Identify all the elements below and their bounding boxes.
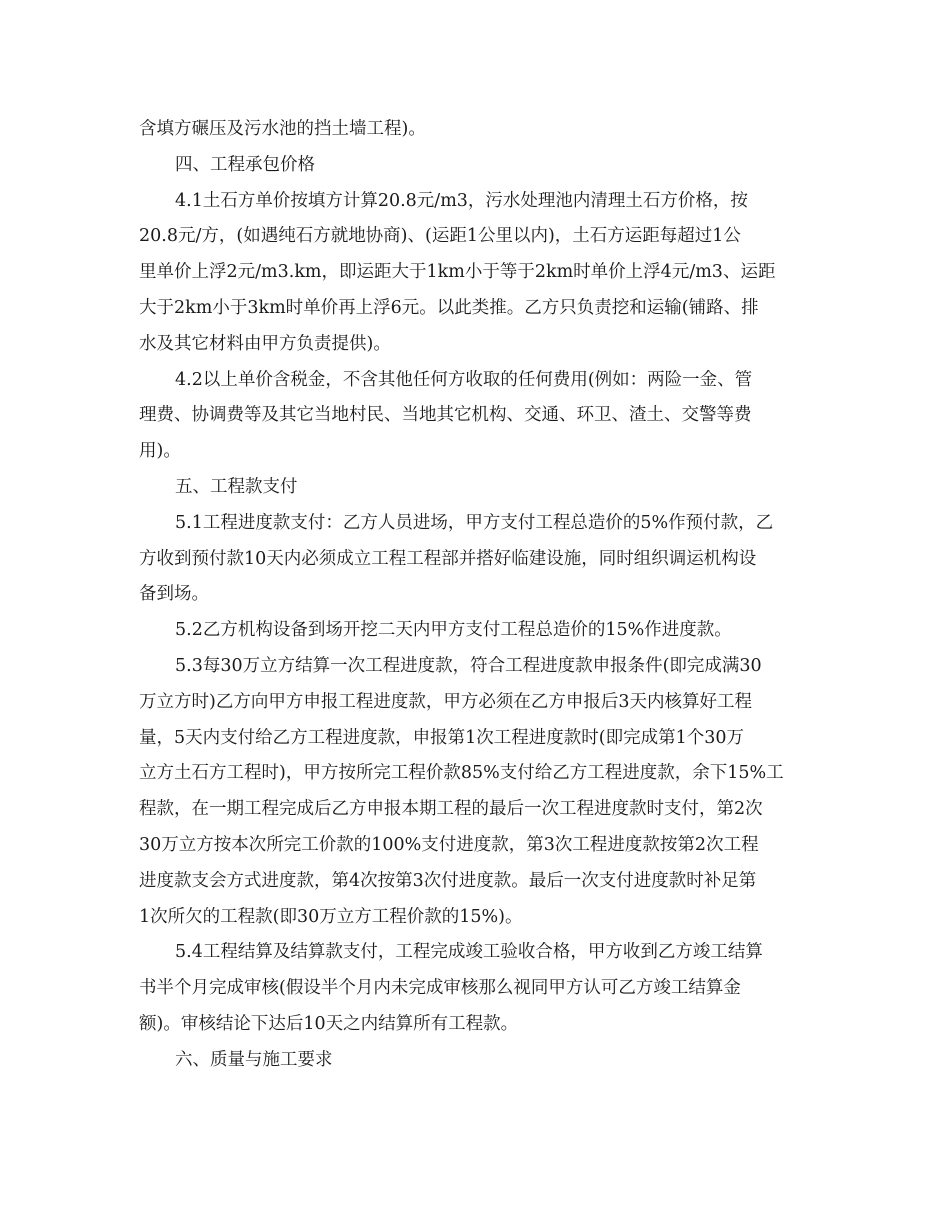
text-line: 5.3每30万立方结算一次工程进度款，符合工程进度款申报条件(即完成满30 — [175, 655, 762, 676]
text-line: 大于2km小于3km时单价再上浮6元。以此类推。乙方只负责挖和运输(铺路、排 — [139, 297, 759, 318]
text-line: 20.8元/方，(如遇纯石方就地协商)、(运距1公里以内)，土石方运距每超过1公 — [139, 226, 741, 247]
text-line: 30万立方按本次所完工价款的100%支付进度款，第3次工程进度款按第2次工程 — [139, 834, 759, 855]
text-line: 里单价上浮2元/m3.km，即运距大于1km小于等于2km时单价上浮4元/m3、运距 — [139, 262, 776, 283]
text-line: 进度款支会方式进度款，第4次按第3次付进度款。最后一次支付进度款时补足第 — [139, 870, 757, 891]
section-heading: 四、工程承包价格 — [175, 154, 315, 175]
text-line: 额)。审核结论下达后10天之内结算所有工程款。 — [139, 1013, 519, 1034]
text-line: 1次所欠的工程款(即30万立方工程价款的15%)。 — [139, 906, 523, 927]
text-line: 5.2乙方机构设备到场开挖二天内甲方支付工程总造价的15%作进度款。 — [175, 620, 732, 641]
text-line: 用)。 — [139, 441, 181, 462]
document-page — [139, 112, 814, 1079]
text-line: 水及其它材料由甲方负责提供)。 — [139, 333, 391, 354]
text-line: 5.1工程进度款支付：乙方人员进场，甲方支付工程总造价的5%作预付款，乙 — [175, 512, 774, 533]
text-line: 理费、协调费等及其它当地村民、当地其它机构、交通、环卫、渣土、交警等费 — [139, 405, 752, 426]
text-line: 量，5天内支付给乙方工程进度款，申报第1次工程进度款时(即完成第1个30万 — [139, 727, 744, 748]
text-line: 程款，在一期工程完成后乙方申报本期工程的最后一次工程进度款时支付，第2次 — [139, 799, 763, 820]
text-line: 方收到预付款10天内必须成立工程工程部并搭好临建设施，同时组织调运机构设 — [139, 548, 757, 569]
text-line: 4.1土石方单价按填方计算20.8元/m3，污水处理池内清理土石方价格，按 — [175, 190, 748, 211]
section-heading: 六、质量与施工要求 — [175, 1049, 333, 1070]
text-line: 备到场。 — [139, 584, 209, 605]
text-line: 含填方碾压及污水池的挡土墙工程)。 — [139, 119, 426, 139]
text-line: 4.2以上单价含税金，不含其他任何方收取的任何费用(例如：两险一金、管 — [175, 369, 753, 390]
text-line: 书半个月完成审核(假设半个月内未完成审核那么视同甲方认可乙方竣工结算金 — [139, 978, 741, 999]
section-heading: 五、工程款支付 — [175, 476, 298, 497]
text-line: 立方土石方工程时)，甲方按所完工程价款85%支付给乙方工程进度款，余下15%工 — [139, 763, 784, 784]
text-line: 5.4工程结算及结算款支付，工程完成竣工验收合格，甲方收到乙方竣工结算 — [175, 942, 763, 963]
text-line: 万立方时)乙方向甲方申报工程进度款，甲方必须在乙方申报后3天内核算好工程 — [139, 691, 752, 712]
